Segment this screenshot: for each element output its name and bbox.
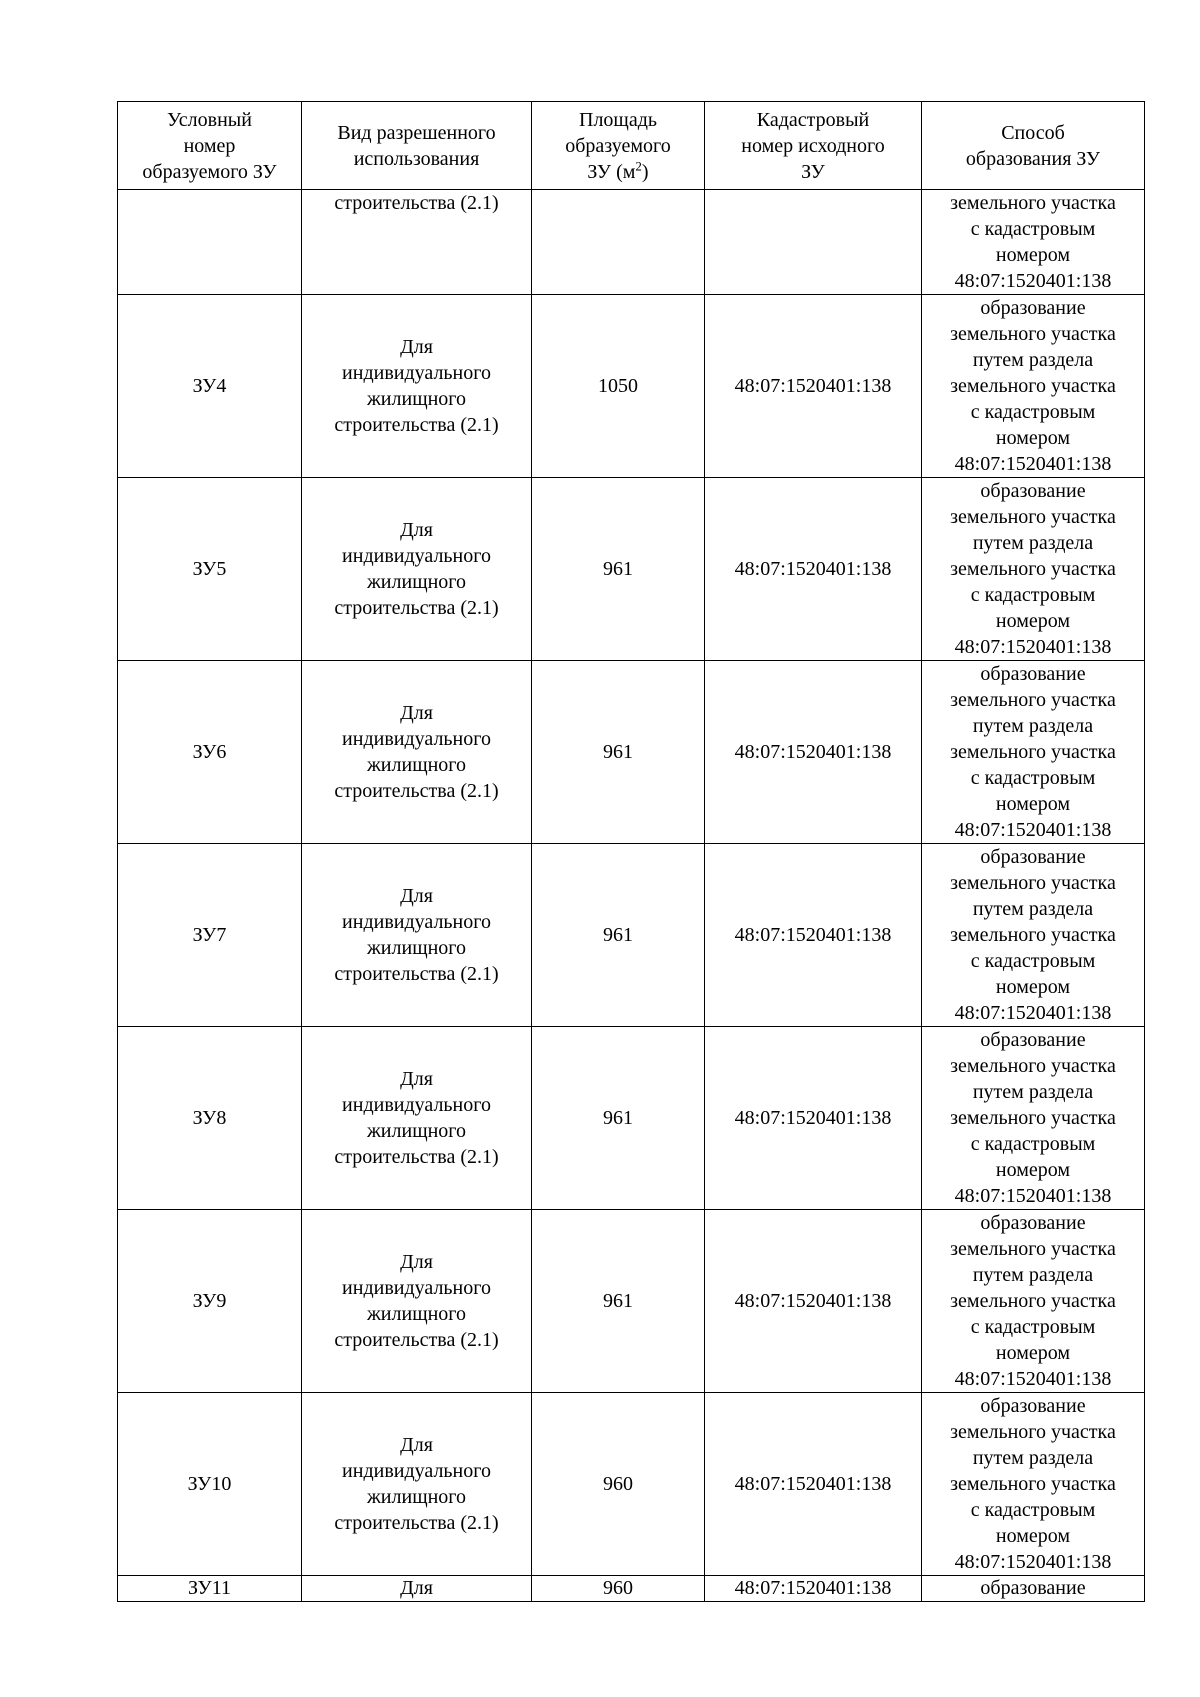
table-row-last — [118, 1576, 1145, 1602]
cell-plot-number: ЗУ11 — [118, 1576, 302, 1602]
cell-method: земельного участка с кадастровым номером 48:07:1520401:138 — [922, 190, 1145, 295]
column-header-use-type: Вид разрешенного использования — [302, 102, 532, 190]
cell-use-type: Для — [302, 1576, 532, 1602]
cell-use-type: Для индивидуального жилищного строительства (2.1) — [302, 661, 532, 844]
table-row — [118, 1393, 1145, 1576]
cell-plot-number: ЗУ6 — [118, 661, 302, 844]
cell-area — [532, 190, 705, 295]
cell-area: 1050 — [532, 295, 705, 478]
cell-method: образование земельного участка путем раздела земельного участка с кадастровым номером 48:07:1520401:138 — [922, 1393, 1145, 1576]
table-header-row — [118, 102, 1145, 190]
cell-source-cadastral: 48:07:1520401:138 — [705, 1027, 922, 1210]
cell-method: образование земельного участка путем раздела земельного участка с кадастровым номером 48:07:1520401:138 — [922, 844, 1145, 1027]
table-row — [118, 661, 1145, 844]
cell-source-cadastral: 48:07:1520401:138 — [705, 844, 922, 1027]
cell-method: образование земельного участка путем раздела земельного участка с кадастровым номером 48:07:1520401:138 — [922, 1210, 1145, 1393]
column-header-method: Способ образования ЗУ — [922, 102, 1145, 190]
cell-plot-number — [118, 190, 302, 295]
cell-area: 961 — [532, 1027, 705, 1210]
cell-method: образование земельного участка путем раздела земельного участка с кадастровым номером 48:07:1520401:138 — [922, 1027, 1145, 1210]
cell-area: 961 — [532, 661, 705, 844]
cell-method: образование земельного участка путем раздела земельного участка с кадастровым номером 48:07:1520401:138 — [922, 295, 1145, 478]
column-header-source-cadastral: Кадастровый номер исходного ЗУ — [705, 102, 922, 190]
cell-area: 960 — [532, 1393, 705, 1576]
cell-area: 961 — [532, 1210, 705, 1393]
cell-plot-number: ЗУ10 — [118, 1393, 302, 1576]
cell-use-type: Для индивидуального жилищного строительства (2.1) — [302, 844, 532, 1027]
cell-source-cadastral: 48:07:1520401:138 — [705, 661, 922, 844]
cell-use-type: Для индивидуального жилищного строительства (2.1) — [302, 1393, 532, 1576]
cell-use-type: Для индивидуального жилищного строительства (2.1) — [302, 1210, 532, 1393]
table-row-continued — [118, 190, 1145, 295]
cell-source-cadastral: 48:07:1520401:138 — [705, 1393, 922, 1576]
cell-source-cadastral: 48:07:1520401:138 — [705, 1210, 922, 1393]
table-row — [118, 1210, 1145, 1393]
cell-plot-number: ЗУ4 — [118, 295, 302, 478]
cell-plot-number: ЗУ9 — [118, 1210, 302, 1393]
table-row — [118, 478, 1145, 661]
cell-method: образование земельного участка путем раздела земельного участка с кадастровым номером 48:07:1520401:138 — [922, 478, 1145, 661]
table-row — [118, 295, 1145, 478]
cell-plot-number: ЗУ5 — [118, 478, 302, 661]
cell-use-type: строительства (2.1) — [302, 190, 532, 295]
cell-use-type: Для индивидуального жилищного строительства (2.1) — [302, 478, 532, 661]
cell-method: образование — [922, 1576, 1145, 1602]
cell-method: образование земельного участка путем раздела земельного участка с кадастровым номером 48:07:1520401:138 — [922, 661, 1145, 844]
land-plots-table — [117, 101, 1145, 1602]
cell-area: 961 — [532, 478, 705, 661]
cell-source-cadastral: 48:07:1520401:138 — [705, 295, 922, 478]
cell-area: 960 — [532, 1576, 705, 1602]
cell-use-type: Для индивидуального жилищного строительства (2.1) — [302, 1027, 532, 1210]
cell-source-cadastral: 48:07:1520401:138 — [705, 1576, 922, 1602]
column-header-number: Условный номер образуемого ЗУ — [118, 102, 302, 190]
column-header-area: Площадь образуемого ЗУ $(м^2)$ — [532, 102, 705, 190]
table-row — [118, 844, 1145, 1027]
cell-use-type: Для индивидуального жилищного строительства (2.1) — [302, 295, 532, 478]
cell-source-cadastral: 48:07:1520401:138 — [705, 478, 922, 661]
cell-source-cadastral — [705, 190, 922, 295]
cell-plot-number: ЗУ8 — [118, 1027, 302, 1210]
cell-area: 961 — [532, 844, 705, 1027]
cell-plot-number: ЗУ7 — [118, 844, 302, 1027]
table-row — [118, 1027, 1145, 1210]
table-body — [118, 190, 1145, 1602]
